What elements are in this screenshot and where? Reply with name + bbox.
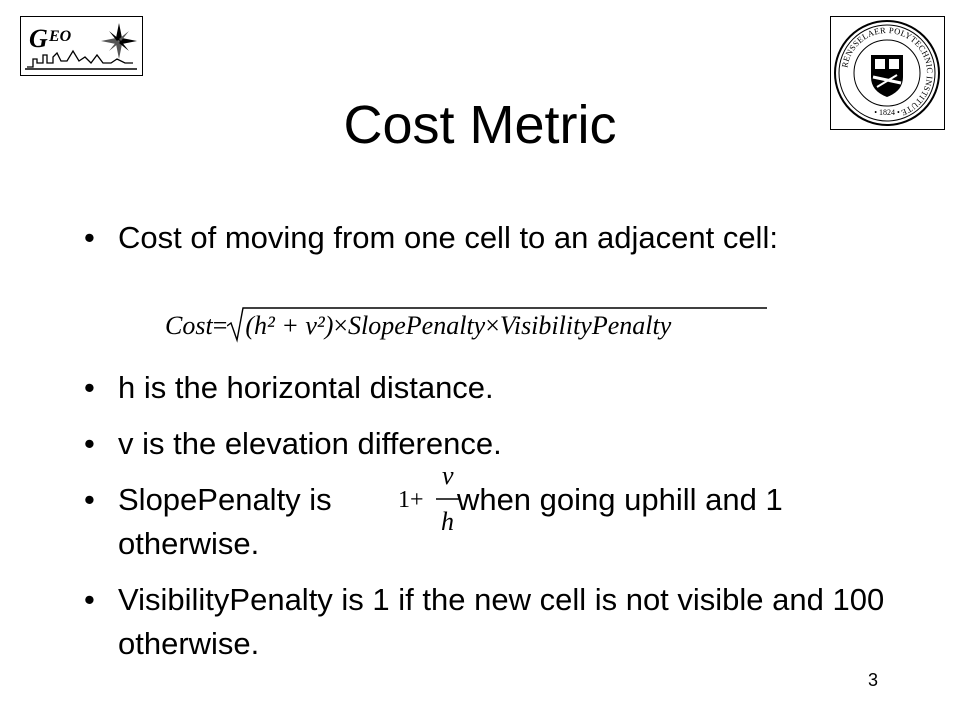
bullet-dot: • (84, 482, 95, 517)
formula-sqrt (227, 306, 671, 346)
formula-equals: = (212, 311, 228, 340)
formula-lhs: Cost (165, 311, 213, 340)
bullet-text: h is the horizontal distance. (118, 370, 494, 405)
sqrt-radical-icon (227, 304, 767, 344)
formula-denominator: h (441, 507, 454, 536)
bullet-item (84, 578, 896, 666)
bullet-item (84, 478, 896, 566)
svg-text:• 1824 •: • 1824 • (874, 108, 900, 117)
formula-numerator: v (442, 462, 454, 490)
bullet-dot: • (84, 220, 95, 255)
bullet-text: VisibilityPenalty is 1 if the new cell is not visible and 100 otherwise. (118, 582, 885, 661)
bullet-dot: • (84, 426, 95, 461)
bullet-item (84, 422, 896, 466)
bullet-dot: • (84, 582, 95, 617)
svg-text:RENSSELAER POLYTECHNIC INSTITU: RENSSELAER POLYTECHNIC INSTITUTE (839, 24, 936, 119)
formula-term-1: SlopePenalty (348, 311, 486, 340)
bullet-text: Cost of moving from one cell to an adjacent cell: (118, 220, 778, 255)
formula-term-2: VisibilityPenalty (499, 311, 672, 340)
formula-inside: (h² + v²) (245, 311, 334, 340)
page-number: 3 (868, 670, 879, 690)
slope-penalty-formula (396, 462, 466, 545)
bullet-text-tail: when going uphill and 1 otherwise. (118, 482, 783, 561)
bullet-text: v is the elevation difference. (118, 426, 502, 461)
slide-title: Cost Metric (343, 95, 617, 155)
bullet-item (84, 366, 896, 410)
formula-times-1: × (333, 311, 349, 340)
bullet-item (84, 216, 896, 260)
bullet-text: SlopePenalty is (118, 482, 332, 517)
geo-logo (20, 16, 143, 76)
bullet-dot: • (84, 370, 95, 405)
formula-one-plus: 1+ (398, 487, 424, 513)
slope-formula-graphic (396, 462, 466, 538)
svg-text:G: G (29, 24, 48, 53)
svg-text:EO: EO (49, 28, 72, 45)
formula-times-2: × (485, 311, 500, 340)
cost-formula (165, 306, 671, 346)
